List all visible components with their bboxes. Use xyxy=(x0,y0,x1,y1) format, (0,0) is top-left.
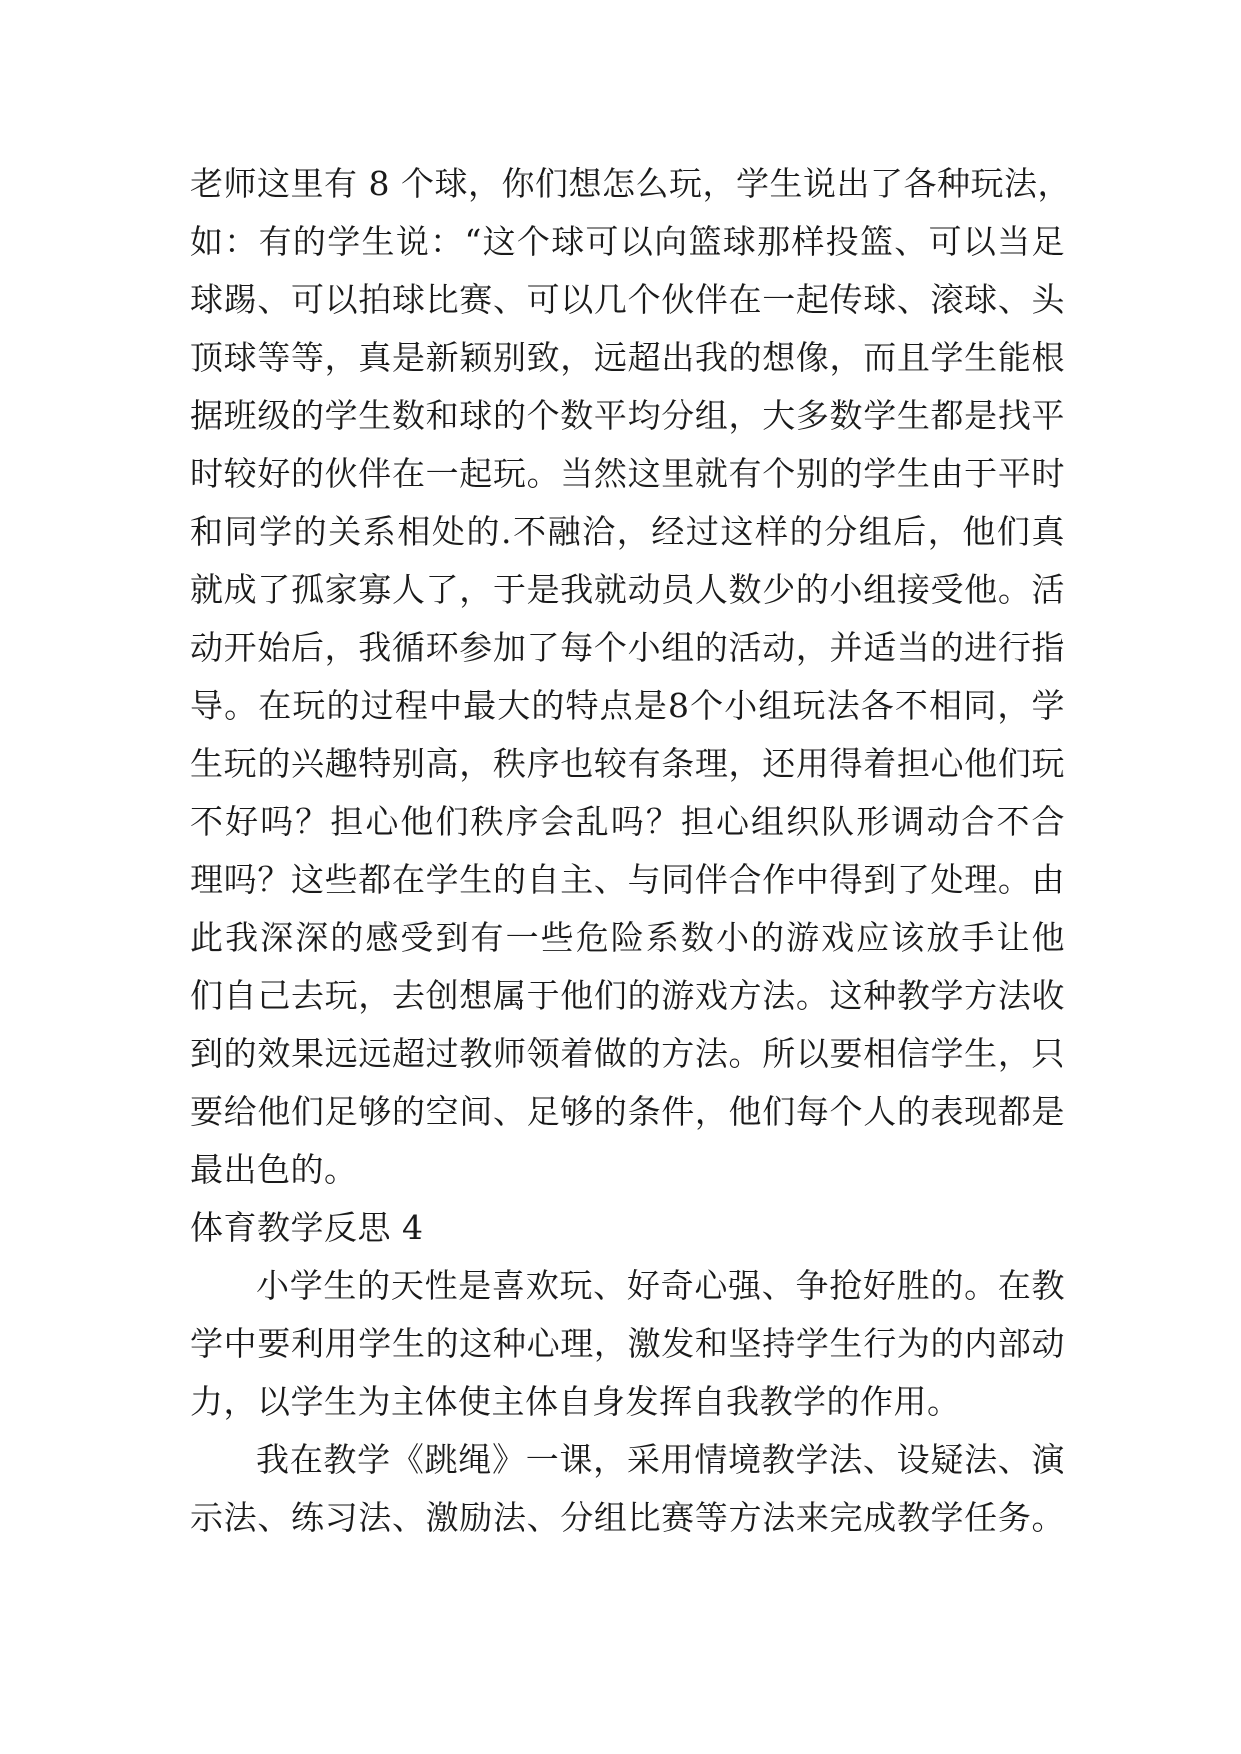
text-line: 小学生的天性是喜欢玩、好奇心强、争抢好胜的。在教 xyxy=(256,1266,1065,1305)
text-line: 力，以学生为主体使主体自身发挥自我教学的作用。 xyxy=(190,1382,961,1421)
section-heading: 体育教学反思 4 xyxy=(190,1208,424,1247)
text-line: 示法、练习法、激励法、分组比赛等方法来完成教学任务。 xyxy=(190,1498,1065,1537)
text-line: 学中要利用学生的这种心理，激发和坚持学生行为的内部动 xyxy=(190,1324,1065,1363)
text-line: 导。在玩的过程中最大的特点是8个小组玩法各不相同，学 xyxy=(190,686,1065,725)
text-line: 球踢、可以拍球比赛、可以几个伙伴在一起传球、滚球、头 xyxy=(190,280,1065,319)
text-line: 顶球等等，真是新颖别致，远超出我的想像，而且学生能根 xyxy=(190,338,1065,377)
text-line: 最出色的。 xyxy=(190,1150,358,1189)
text-line: 不好吗？担心他们秩序会乱吗？担心组织队形调动合不合 xyxy=(190,802,1065,841)
text-line: 就成了孤家寡人了，于是我就动员人数少的小组接受他。活 xyxy=(190,570,1065,609)
text-line: 们自己去玩，去创想属于他们的游戏方法。这种教学方法收 xyxy=(190,976,1065,1015)
document-body xyxy=(190,155,1071,1547)
text-line: 此我深深的感受到有一些危险系数小的游戏应该放手让他 xyxy=(190,918,1065,957)
text-line: 动开始后，我循环参加了每个小组的活动，并适当的进行指 xyxy=(190,628,1065,667)
paragraph-2 xyxy=(190,1257,1065,1431)
text-line: 老师这里有 8 个球，你们想怎么玩，学生说出了各种玩法， xyxy=(190,164,1071,203)
text-line: 生玩的兴趣特别高，秩序也较有条理，还用得着担心他们玩 xyxy=(190,744,1065,783)
paragraph-1 xyxy=(190,155,1071,1199)
text-line: 时较好的伙伴在一起玩。当然这里就有个别的学生由于平时 xyxy=(190,454,1065,493)
text-line: 和同学的关系相处的.不融洽，经过这样的分组后，他们真 xyxy=(190,512,1065,551)
text-line: 理吗？这些都在学生的自主、与同伴合作中得到了处理。由 xyxy=(190,860,1065,899)
paragraph-3 xyxy=(190,1431,1065,1547)
text-line: 如：有的学生说：“这个球可以向篮球那样投篮、可以当足 xyxy=(190,222,1065,261)
text-line: 要给他们足够的空间、足够的条件，他们每个人的表现都是 xyxy=(190,1092,1065,1131)
text-line: 据班级的学生数和球的个数平均分组，大多数学生都是找平 xyxy=(190,396,1065,435)
text-line: 到的效果远远超过教师领着做的方法。所以要相信学生，只 xyxy=(190,1034,1065,1073)
text-line: 我在教学《跳绳》一课，采用情境教学法、设疑法、演 xyxy=(256,1440,1065,1479)
